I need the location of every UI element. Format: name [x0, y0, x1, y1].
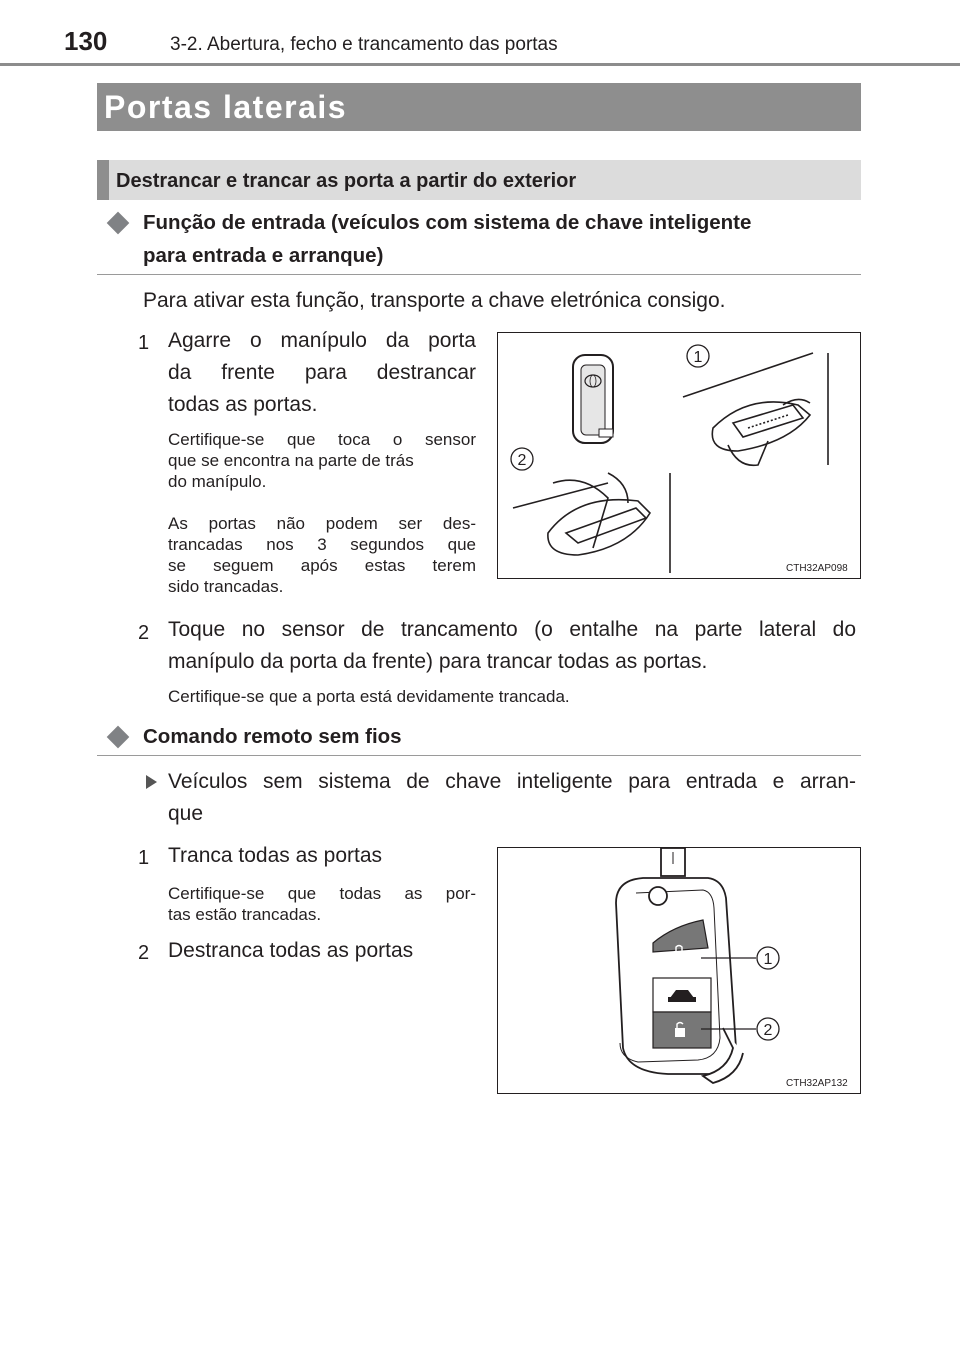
remote-key-illustration	[498, 848, 859, 1092]
step2-note: Certifique-se que a porta está devidamente trancada.	[168, 687, 570, 706]
remote-bullet-line1: Veículos sem sistema de chave inteligente para entrada e arran-	[168, 770, 856, 793]
remote-step1-text: Tranca todas as portas	[168, 844, 382, 867]
figure-code: CTH32AP098	[786, 563, 848, 574]
step1-note2-line4: sido trancadas.	[168, 577, 284, 596]
figure-code: CTH32AP132	[786, 1078, 848, 1089]
step1-note2-line1: As portas não podem ser des-	[168, 514, 476, 533]
step2-line2: manípulo da porta da frente) para trancar todas as portas.	[168, 650, 708, 673]
remote-key-icon	[616, 848, 743, 1083]
remote-key-figure	[497, 847, 861, 1094]
step1-note1-line1: Certifique-se que toca o sensor	[168, 430, 476, 449]
diamond-bullet-icon	[107, 726, 130, 749]
step1-note1-line2: que se encontra na parte de trás	[168, 451, 414, 470]
smart-key-icon	[573, 355, 613, 443]
step-number: 2	[138, 942, 150, 964]
figure2-callout-2: 2	[763, 1022, 773, 1039]
door-handle-illustration	[498, 333, 859, 577]
remote-bullet-line2: que	[168, 802, 204, 825]
remote-rule	[97, 755, 861, 756]
step1-note2-line3: se seguem após estas terem	[168, 556, 476, 575]
section-title: Portas laterais	[104, 89, 348, 125]
step1-line3: todas as portas.	[168, 393, 318, 416]
step-number: 2	[138, 622, 150, 644]
door-handle-upper	[683, 353, 828, 465]
figure1-callout-1: 1	[693, 349, 703, 366]
step1-line2: da frente para destrancar	[168, 361, 476, 384]
step1-note1-line3: do manípulo.	[168, 472, 267, 491]
entry-function-rule	[97, 274, 861, 275]
step-number: 1	[138, 847, 150, 869]
figure1-callout-2: 2	[517, 452, 527, 469]
step1-line1: Agarre o manípulo da porta	[168, 329, 476, 352]
triangle-bullet-icon	[146, 775, 157, 789]
entry-function-heading-line2: para entrada e arranque)	[143, 244, 384, 267]
step1-note2-line2: trancadas nos 3 segundos que	[168, 535, 476, 554]
running-head: 3-2. Abertura, fecho e trancamento das portas	[170, 34, 558, 55]
door-handle-figure	[497, 332, 861, 579]
remote-step1-note-line1: Certifique-se que todas as por-	[168, 884, 476, 903]
header-rule	[0, 63, 960, 66]
subsection-title: Destrancar e trancar as porta a partir do exterior	[116, 170, 577, 192]
step-number: 1	[138, 332, 150, 354]
step2-line1: Toque no sensor de trancamento (o entalhe na parte lateral do	[168, 618, 856, 641]
page-number: 130	[64, 26, 108, 56]
remote-step1-note-line2: tas estão trancadas.	[168, 905, 322, 924]
entry-function-heading-line1: Função de entrada (veículos com sistema de chave inteligente	[143, 211, 752, 234]
door-handle-lower	[513, 473, 670, 573]
entry-function-intro: Para ativar esta função, transporte a chave eletrónica consigo.	[143, 289, 726, 312]
figure2-callout-1: 1	[763, 951, 773, 968]
remote-step2-text: Destranca todas as portas	[168, 939, 414, 962]
remote-heading: Comando remoto sem fios	[143, 725, 402, 748]
page-header	[0, 0, 960, 70]
diamond-bullet-icon	[107, 212, 130, 235]
